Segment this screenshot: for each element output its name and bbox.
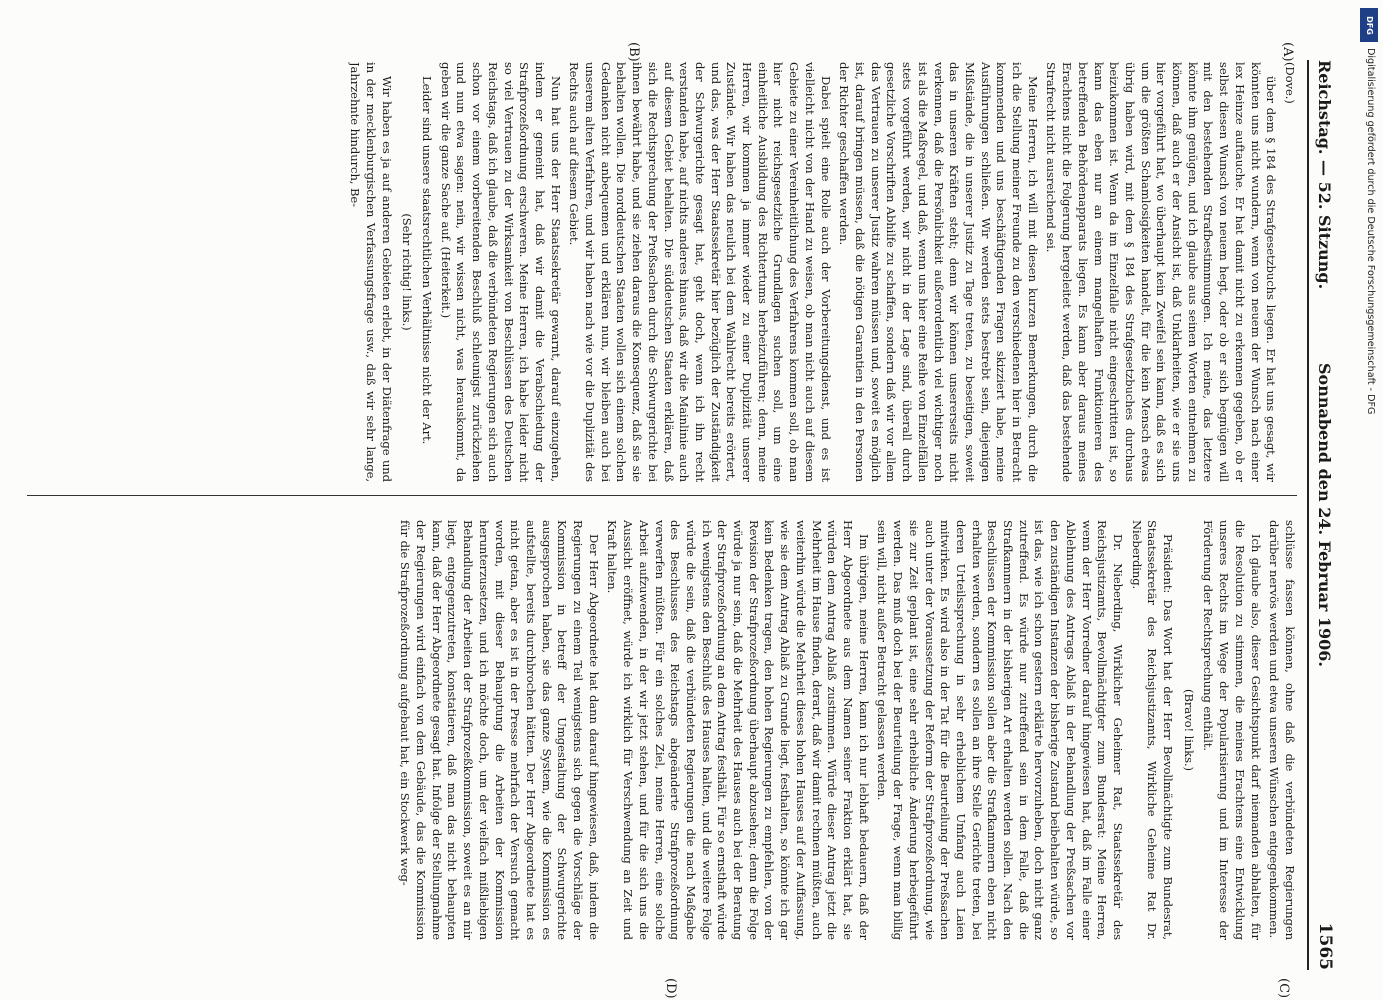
paragraph: schlüsse fassen können, ohne daß die verbündeten Regierungen darüber nervös werden und etwa unseren Wünschen entgegenkommen. [1267,520,1297,940]
dfg-logo: DFG [1360,8,1378,42]
digitization-credit-text: Digitalisierung gefördert durch die Deutsche Forschungsgemeinschaft - DFG [1365,48,1376,415]
paragraph: Im übrigen, meine Herren, kann ich nur lebhaft bedauern, daß der Herr Abgeordnete aus dem Namen seiner Fraktion erklärt hat, sie würden dem Antrag Ablaß zustimmen. Würde dieser Antrag jetzt die Mehrheit im Hause finden, derart, daß wir damit rechnen müßten, auch weiterhin würde die Mehrheit dieses hohen Hauses auf der Auffassung, wie sie dem Antrag Ablaß zu Grunde liegt, festhalten, so könnte ich gar kein Bedenken tragen, den hohen Regierungen zu empfehlen, von der Revision der Strafprozeßordnung überhaupt abzusehen; denn die Folge würde ja nur sein, daß die Mehrheit des Hauses auch bei der Beratung der Strafprozeßordnung an dem Antrag festhält. Für so ernsthaft würde ich wenigstens den Beschluß des Hauses halten, und die weitere Folge würde die sein, daß die verbündeten Regierungen die nach Maßgabe des Beschlusses des Reichstags abgeänderte Strafprozeßordnung verwerfen müßten. Für ein solches Ziel, meine Herren, eine solche Arbeit aufzuwenden, in der wir jetzt stehen, und für die sich uns die Aussicht eröffnet, würde ich wirklich für Verschwendung an Zeit und Kraft halten. [605,520,871,940]
paragraph: Meine Herren, ich will mit diesen kurzen Bemerkungen, durch die ich die Stellung meiner Freunde zu den verschiedenen hier in Betracht kommenden und uns beschäftigenden Fragen skizziert habe, meine Ausführungen schließen. Wir werden stets bestrebt sein, diejenigen Mißstände, die in unserer Justiz zu Tage treten, zu beseitigen, soweit das in unseren Kräften steht; denn wir können unsererseits nicht verkennen, daß die Persönlichkeit außerordentlich viel wichtiger noch ist als die Maßregel, und daß, wenn uns hier eine Reihe von Einzelfällen stets vorgeführt werden, wir nicht in der Lage sind, überall durch gesetzliche Vorschriften Abhilfe zu schaffen, sondern daß wir vor allem das Vertrauen zu unserer Justiz wahren müssen und, soweit es möglich ist, darauf bringen müssen, daß die nötigen Garantien in den Personen der Richter geschaffen werden. [837,62,1040,482]
digitization-credit [1362,48,1376,608]
interjection: (Bravo! links.) [1181,689,1196,771]
paragraph: über dem § 184 des Strafgesetzbuchs liegen. Er hat uns gesagt, wir könnten uns nicht wundern, wenn von neuem der Wunsch nach einer lex Heinze auftauche. Er hat damit nicht zu erkennen gegeben, ob er selbst diesen Wunsch von neuem hegt, oder ob er sich begnügen will mit den bestehenden Strafbestimmungen. Ich meine, das letztere könnte ihm genügen, und ich glaube aus seinen Worten entnehmen zu können, daß auch er der Ansicht ist, daß Unklarheiten, wie er sie uns hier vorgeführt hat, wo überhaupt kein Zweifel sein kann, daß es sich um die größten Schamlosigkeiten handelt, für die kein Mensch etwas übrig haben wird, mit dem § 184 des Strafgesetzbuches durchaus beizukommen ist. Wenn da im Einzelfalle nicht eingeschritten ist, so kann das eben nur an einem mangelhaften Funktionieren des betreffenden Behördenapparats liegen. Es kann aber daraus meines Erachtens nicht die Folgerung hergeleitet werden, daß das bestehende Strafrecht nicht ausreichend sei. [1044,62,1279,482]
margin-marker-a: (A) [1280,42,1295,62]
column-divider [27,495,1297,496]
paragraph: Der Herr Abgeordnete hat dann darauf hingewiesen, daß, indem die Regierungen zu einem Teil wenigstens sich gegen die Vorschläge der Kommission in betreff der Umgestaltung der Schwurgerichte ausgesprochen haben, sie das ganze System, wie die Kommission es aufstellte, bereits durchbrochen hätten. Der Herr Abgeordnete hat es nicht getan, aber es ist in der Presse mehrfach der Versuch gemacht worden, mit dieser Behauptung die Arbeiten der Kommission herunterzusetzen, und ich möchte doch, um der vielfach mißliebigen Behandlung der Arbeiten der Strafprozeßkommission, soweit es an mir liegt, entgegenzutreten, konstatieren, daß man das nicht behaupten kann, daß der Herr Abgeordnete gesagt hat. Infolge der Stellungnahme der Regierungen wird einfach von dem Gebäude, das die Kommission für die Strafprozeßordnung aufgebaut hat, ein Stockwerk weg- [398,520,601,940]
margin-marker-c: (C) [1276,978,1291,999]
paragraph: Dabei spielt eine Rolle auch der Vorbereitungsdienst, und es ist vielleicht nicht von der Hand zu weisen, ob man nicht auch auf diesem Gebiete zu einer Vereinheitlichung des Verfahrens kommen soll, ob man hier nicht reichsgesetzliche Grundlagen suchen soll, um eine einheitliche Ausbildung des Richtertums herbeizuführen; denn, meine Herren, wir kommen ja immer wieder zu einer Duplizität unserer Zustände. Wir haben das neulich bei dem Wahlrecht bereits erörtert, und das, was der Herr Staatssekretär hier bezüglich der Zuständigkeit der Schwurgerichte gesagt hat, geht doch, wenn ich ihn recht verstanden habe, auf nichts anderes hinaus, daß wir die Mainlinie auch auf diesem Gebiet behalten. Die süddeutschen Staaten erklären, daß sich die Rechtsprechung der Preßsachen durch die Schwurgerichte bei ihnen bewährt habe, und sie ziehen daraus die Konsequenz, daß sie sie behalten wollen. Die norddeutschen Staaten wollen sich einem solchen Gedanken nicht anbequemen und erklären nun, wir bleiben auch bei unserem alten Verfahren, und wir haben nach wie vor die Duplizität des Rechts auch auf diesem Gebiet. [567,62,833,482]
paragraph: Wir haben es ja auf anderen Gebieten erlebt, in der Diätenfrage und in der mecklenburgischen Verfassungsfrage usw., daß wir sehr lange, Jahrzehnte hindurch, Be- [348,62,394,482]
page-header [1307,60,1351,970]
paragraph: Leider sind unsere staatsrechtlichen Verhältnisse nicht der Art. [420,76,435,445]
margin-marker-b: (B) [626,42,641,62]
speaker-reference: (Dove.) [1283,62,1297,104]
paragraph: Ich glaube also, dieser Gesichtspunkt darf niemanden abhalten, für die Resolution zu stimmen, die meines Erachtens eine Entwicklung unseres Rechts im Wege der Popularisierung und im Interesse der Förderung der Rechtsprechung enthält. [1201,520,1263,940]
paragraph: Nun hat uns der Herr Staatssekretär gewarnt, darauf einzugehen, indem er gemeint hat, daß wir damit die Verabschiedung der Strafprozeßordnung erschweren. Meine Herren, ich habe leider nicht so viel Vertrauen zu der Wirksamkeit von Beschlüssen des Deutschen Reichstags, daß ich glaube, daß die verbündeten Regierungen sich auch schon vor einem vorbereitenden Beschluß schleunigst zurückziehen und nun etwa sagen: nein, wir wissen nicht, was herauskommt, da geben wir die ganze Sache auf. (Heiterkeit.) [438,62,563,482]
header-session: Reichstag. — 52. Sitzung. [1315,60,1334,290]
page-number: 1565 [1315,922,1335,970]
president-statement: Präsident: Das Wort hat der Herr Bevollmächtigte zum Bundesrat, Staatssekretär des Reichsjustizamts, Wirkliche Geheime Rat Dr. Nieberding. [1129,520,1176,940]
margin-marker-d: (D) [663,978,678,999]
header-date: Sonnabend den 24. Februar 1906. [1315,363,1334,667]
interjection: (Sehr richtig! links.) [400,213,415,331]
text-column-left [27,62,1297,482]
speech-nieberding: Dr. Nieberding, Wirklicher Geheimer Rat, Staatssekretär des Reichsjustizamts, Bevollmächtigter zum Bundesrat: Meine Herren, wenn der Herr Vorredner darauf hingewiesen hat, daß im Falle einer Ablehnung des Antrags Ablaß in der Behandlung der Preßsachen vor den zuständigen Instanzen der bisherige Zustand beibehalten würde, so ist das, wie ich schon gestern erklärte hervorzuheben, doch nicht ganz zutreffend. Es würde nur zutreffend sein in dem Falle, daß die Strafkammern in der bisherigen Art erhalten werden sollen. Nach den Beschlüssen der Kommission sollen aber die Strafkammern eben nicht erhalten werden, sondern es sollen an ihre Stelle Gerichte treten, bei deren Urteilssprechung in sehr erheblichem Umfang auch Laien mitwirken. Es wird also in der Tat für die Beurteilung der Preßsachen auch unter der Voraussetzung der Reform der Strafprozeßordnung, wie sie zur Zeit geplant ist, eine sehr erhebliche Änderung herbeigeführt werden. Das muß doch bei der Beurteilung der Frage, wenn man billig sein will, nicht außer Betracht gelassen werden. [875,520,1125,940]
text-column-right [27,520,1297,940]
